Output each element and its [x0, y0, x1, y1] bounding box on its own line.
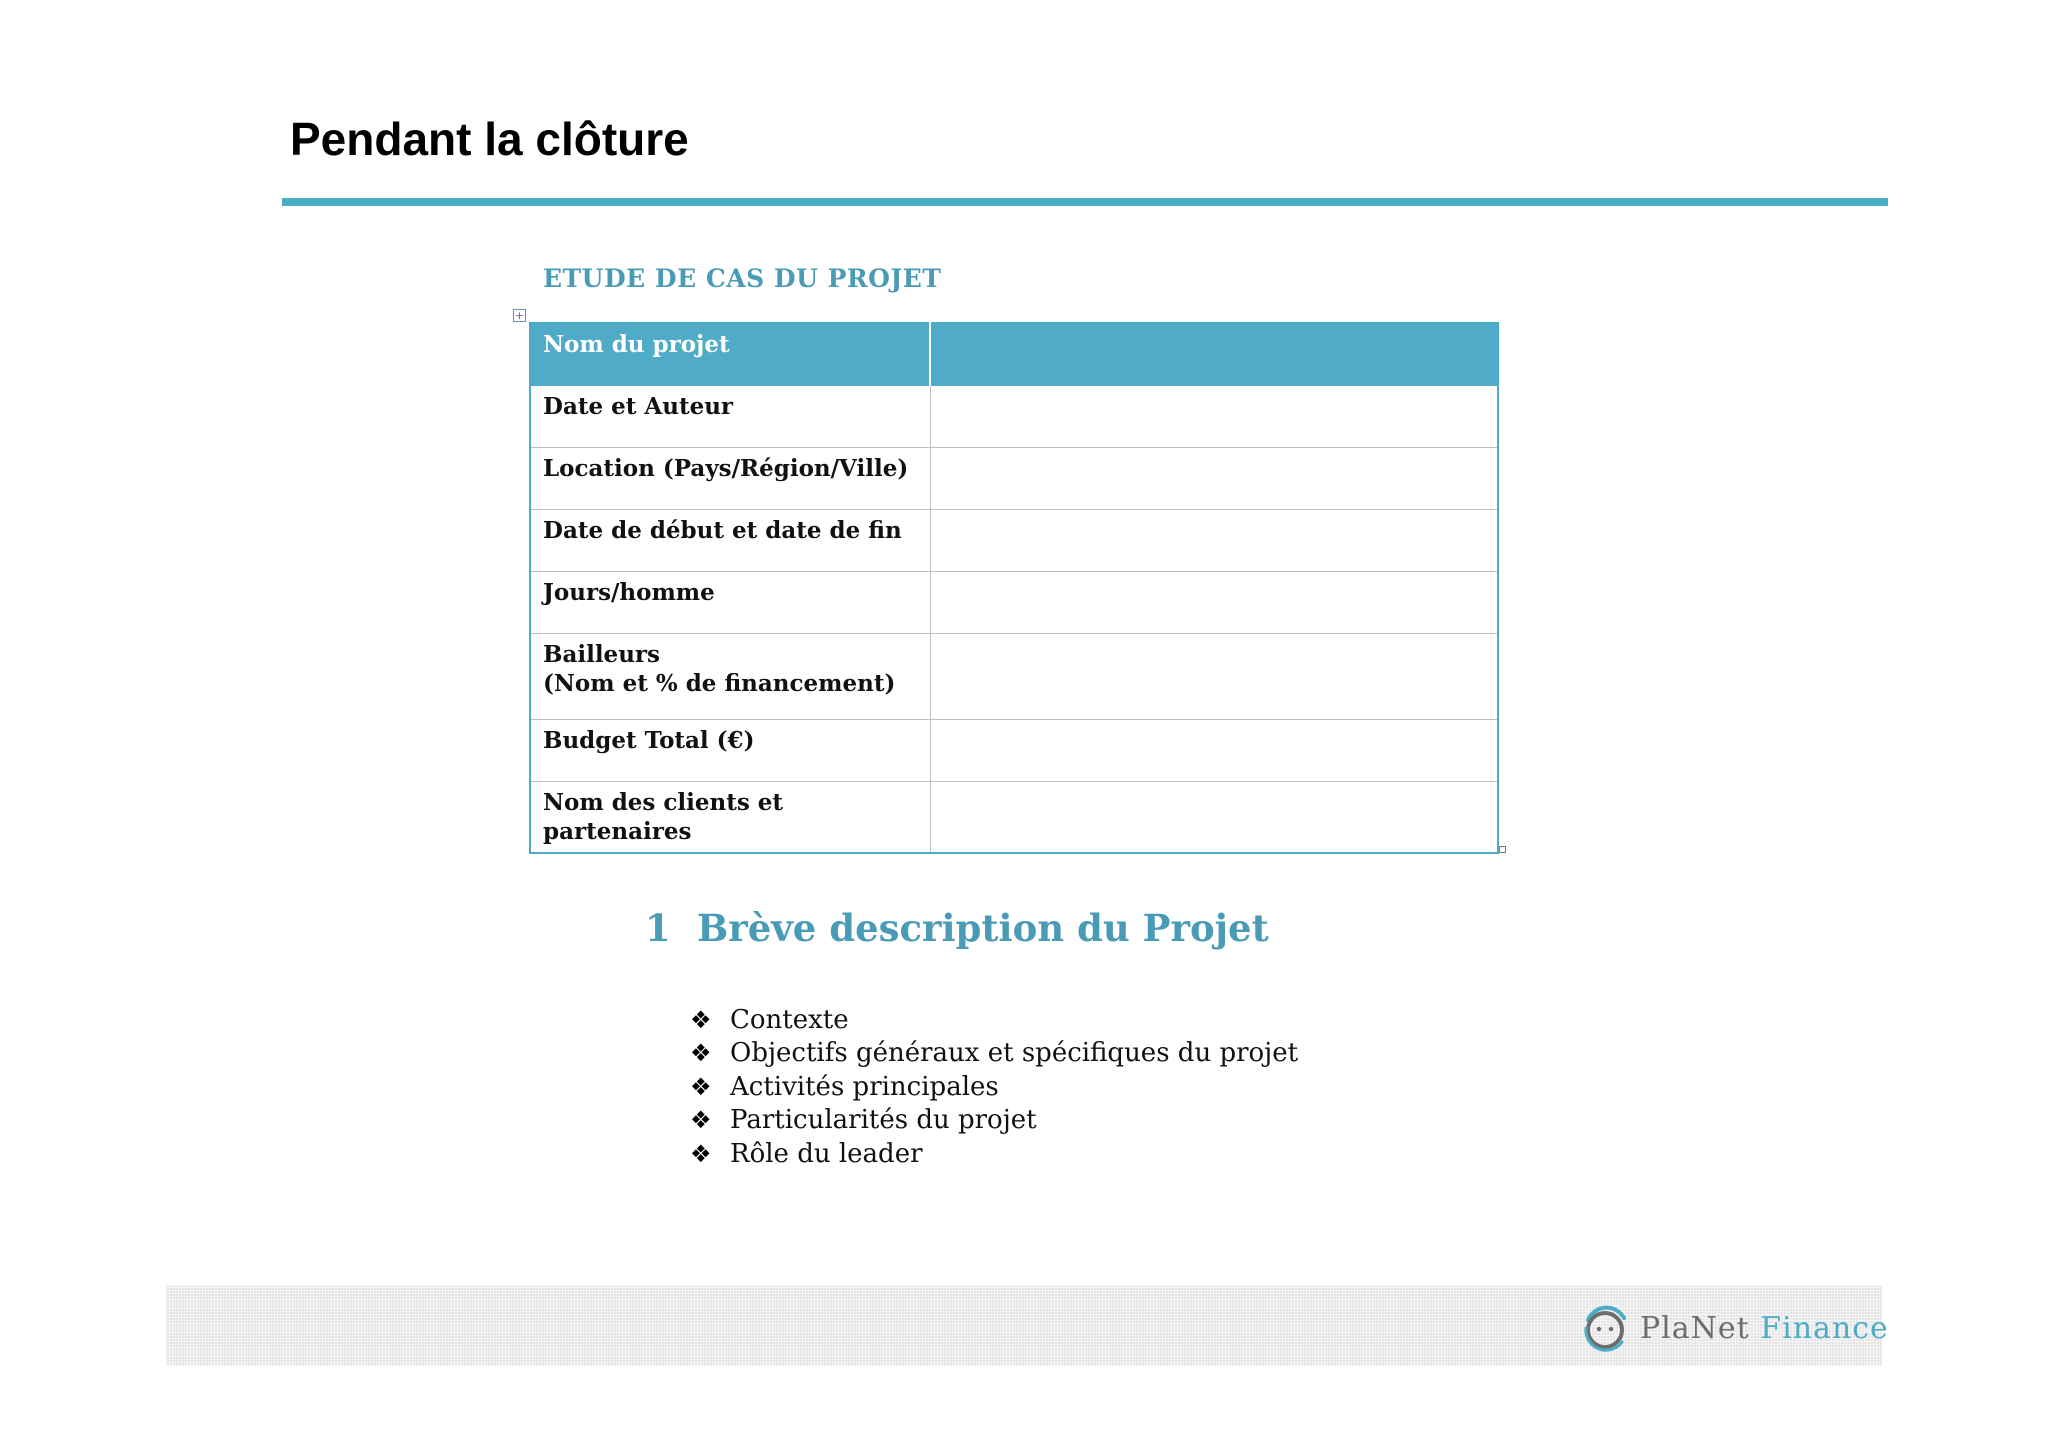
diamond-bullet-icon: ❖	[690, 1139, 712, 1168]
logo-text-finance: Finance	[1760, 1310, 1889, 1346]
diamond-bullet-icon: ❖	[690, 1072, 712, 1101]
planet-finance-logo	[1580, 1296, 1889, 1360]
row-value-cell[interactable]	[930, 509, 1498, 571]
diamond-bullet-icon: ❖	[690, 1106, 712, 1135]
table-row	[530, 447, 1498, 509]
list-item-text: Rôle du leader	[730, 1138, 923, 1169]
diamond-bullet-icon: ❖	[690, 1039, 712, 1068]
table-move-handle-icon[interactable]: +	[514, 309, 525, 322]
row-label: Location (Pays/Région/Ville)	[530, 447, 930, 509]
slide-title: Pendant la clôture	[290, 113, 689, 165]
row-value-cell[interactable]	[930, 571, 1498, 633]
row-label: Nom des clients et partenaires	[530, 781, 930, 853]
section-number: 1	[645, 906, 671, 950]
list-item-text: Objectifs généraux et spécifiques du projet	[730, 1038, 1299, 1069]
row-value-cell[interactable]	[930, 447, 1498, 509]
table-row	[530, 781, 1498, 853]
table-header-row	[530, 323, 1498, 385]
table-row	[530, 385, 1498, 447]
description-bullet-list	[690, 1003, 1298, 1171]
list-item	[690, 1137, 1298, 1171]
list-item	[690, 1037, 1298, 1071]
row-label: Jours/homme	[530, 571, 930, 633]
table-row	[530, 719, 1498, 781]
list-item-text: Activités principales	[730, 1071, 999, 1102]
table-row	[530, 633, 1498, 719]
case-study-table	[529, 322, 1499, 854]
table-header-label: Nom du projet	[530, 323, 930, 385]
row-label: Date et Auteur	[530, 385, 930, 447]
case-study-heading: ETUDE DE CAS DU PROJET	[543, 264, 942, 293]
row-value-cell[interactable]	[930, 719, 1498, 781]
table-resize-handle[interactable]	[1499, 846, 1506, 853]
logo-text-planet: PlaNet	[1640, 1310, 1750, 1346]
row-label-line2: (Nom et % de financement)	[543, 669, 896, 697]
list-item-text: Particularités du projet	[730, 1105, 1037, 1136]
row-value-cell[interactable]	[930, 385, 1498, 447]
title-underline	[282, 198, 1888, 206]
diamond-bullet-icon: ❖	[690, 1005, 712, 1034]
table-header-value[interactable]	[930, 323, 1498, 385]
table-row	[530, 509, 1498, 571]
row-value-cell[interactable]	[930, 781, 1498, 853]
section-title: Brève description du Projet	[697, 906, 1269, 950]
row-label-line1: Bailleurs	[543, 640, 660, 668]
section-heading	[645, 906, 1269, 950]
list-item	[690, 1003, 1298, 1037]
row-label	[530, 633, 930, 719]
row-label: Date de début et date de fin	[530, 509, 930, 571]
row-value-cell[interactable]	[930, 633, 1498, 719]
list-item-text: Contexte	[730, 1004, 849, 1035]
table-row	[530, 571, 1498, 633]
logo-text	[1640, 1311, 1889, 1346]
list-item	[690, 1104, 1298, 1138]
list-item	[690, 1070, 1298, 1104]
row-label: Budget Total (€)	[530, 719, 930, 781]
planet-finance-logo-icon	[1580, 1298, 1630, 1358]
